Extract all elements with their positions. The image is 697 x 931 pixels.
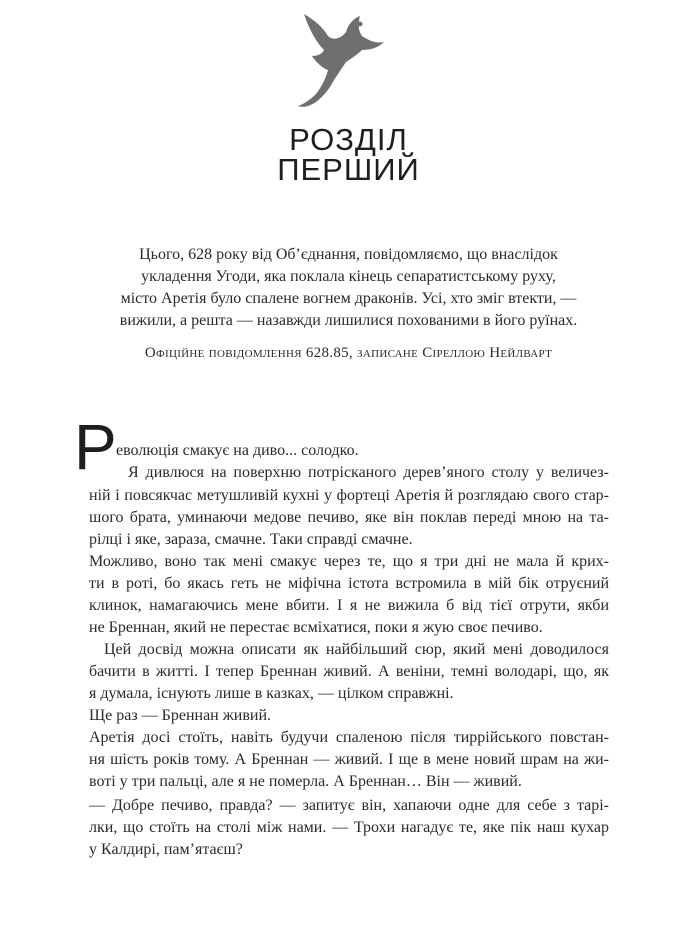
body-line: Можливо, воно так мені смакує через те, що я три дні не мала й крих- [89, 553, 609, 570]
epigraph [60, 244, 637, 332]
body-line: клинок, намагаючись мене вбити. І я не вижила б від тієї отрути, якби [89, 597, 609, 614]
body-line: ти в роті, бо якась геть не міфічна істота встромила в мій бік отруєний [89, 575, 609, 592]
epigraph-line: Цього, 628 року від Об’єднання, повідомляємо, що внаслідок [139, 246, 558, 263]
epigraph-attribution: Офіційне повідомлення 628.85, записане Сіреллою Нейлварт [144, 345, 553, 361]
body-line: Цей досвід можна описати як найбільший сюр, який мені доводилося [104, 641, 609, 658]
drop-cap: Р [74, 411, 117, 483]
chapter-title-line2: ПЕРШИЙ [277, 152, 420, 187]
epigraph-line: укладення Угоди, яка поклала кінець сепаратистському руху, [141, 268, 556, 285]
body-line: шого брата, уминаючи медове печиво, яке він поклав переді мною на та- [89, 509, 609, 526]
body-line: лки, що стоїть на столі між нами. — Трохи нагадує те, яке пік наш кухар [89, 819, 609, 836]
body-line: воті у три пальці, але я не померла. А Бреннан… Він — живий. [89, 773, 522, 790]
body-line: Аретія досі стоїть, навіть будучи спаленою після тиррійського повстан- [89, 729, 609, 746]
body-line: Я дивлюся на поверхню потрісканого дерев’яного столу у величез- [128, 464, 609, 481]
body-line: Ще раз — Бреннан живий. [89, 707, 272, 724]
body-line: рілці і яке, зараза, смачне. Таки справді смачне. [89, 531, 413, 548]
dragon-icon [288, 10, 388, 112]
body-line: ній і повсякчас метушливій кухні у фортеці Аретія й розглядаю свого стар- [89, 487, 609, 504]
chapter-title-line1: РОЗДІЛ [289, 122, 408, 157]
body-line: ня шість років тому. А Бреннан — живий. І ще в мене новий шрам на жи- [89, 751, 609, 768]
body-line: — Добре печиво, правда? — запитує він, хапаючи одне для себе з тарі- [89, 797, 609, 814]
body-line: у Калдирі, пам’ятаєш? [89, 841, 243, 858]
body-line: бачити в житті. І тепер Бреннан живий. А веніни, темні володарі, що, як [89, 663, 609, 680]
body-line: не Бреннан, який не перестає всміхатися, поки я жую своє печиво. [89, 619, 543, 636]
epigraph-line: вижили, а решта — назавжди лишилися похованими в його руїнах. [119, 312, 578, 329]
body-line: я думала, існують лише в казках, — цілком справжні. [89, 685, 454, 702]
body-line: еволюція смакує на диво... солодко. [116, 442, 359, 459]
epigraph-line: місто Аретія було спалене вогнем драконів. Усі, хто зміг втекти, — [120, 290, 577, 307]
